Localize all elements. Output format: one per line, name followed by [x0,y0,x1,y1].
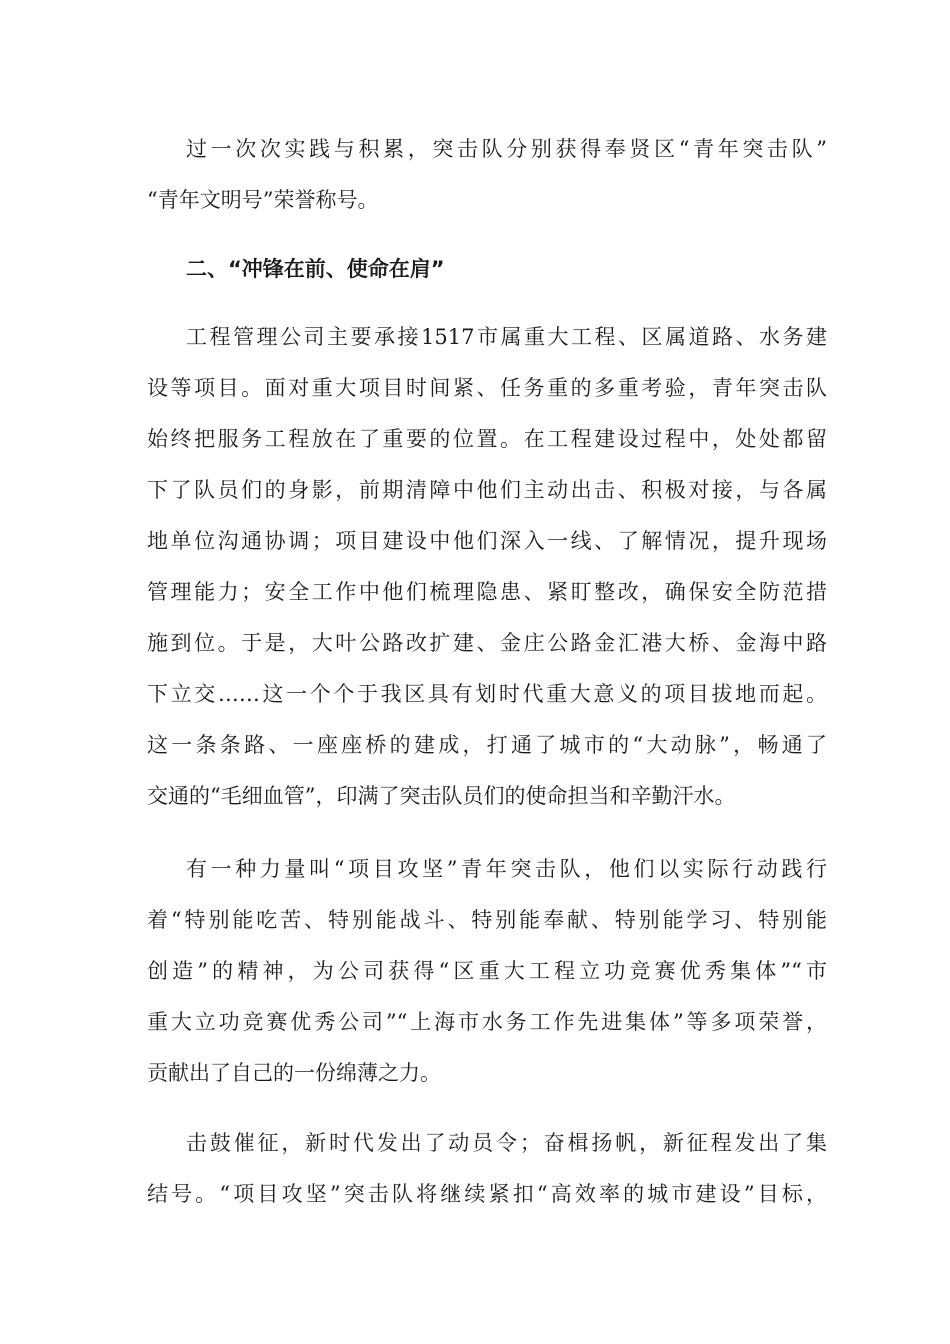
section-heading: 二、“冲锋在前、使命在肩” [186,257,445,281]
text-line: “青年文明号”荣誉称号。 [147,188,379,212]
text-line: 下了队员们的身影，前期清障中他们主动出击、积极对接，与各属 [147,478,827,502]
text-line: 管理能力；安全工作中他们梳理隐患、紧盯整改，确保安全防范措 [147,580,827,604]
text-line: 过一次次实践与积累，突击队分别获得奉贤区“青年突击队” [186,137,827,161]
text-line: 结号。“项目攻坚”突击队将继续紧扣“高效率的城市建设”目标， [147,1182,827,1206]
text-line: 工程管理公司主要承接1517市属重大工程、区属道路、水务建 [186,325,827,349]
text-line: 这一条条路、一座座桥的建成，打通了城市的“大动脉”，畅通了 [147,733,827,757]
text-line: 下立交……这一个个于我区具有划时代重大意义的项目拔地而起。 [147,682,827,706]
text-line: 击鼓催征，新时代发出了动员令；奋楫扬帆，新征程发出了集 [186,1131,827,1155]
text-line: 有一种力量叫“项目攻坚”青年突击队，他们以实际行动践行 [186,857,827,881]
text-line: 施到位。于是，大叶公路改扩建、金庄公路金汇港大桥、金海中路 [147,631,827,655]
text-line: 着“特别能吃苦、特别能战斗、特别能奉献、特别能学习、特别能 [147,908,827,932]
text-line: 贡献出了自己的一份绵薄之力。 [147,1061,441,1085]
text-line: 重大立功竞赛优秀公司”“上海市水务工作先进集体”等多项荣誉， [147,1010,827,1034]
text-line: 始终把服务工程放在了重要的位置。在工程建设过程中，处处都留 [147,427,827,451]
text-line: 地单位沟通协调；项目建设中他们深入一线、了解情况，提升现场 [147,529,827,553]
text-line: 交通的“毛细血管”，印满了突击队员们的使命担当和辛勤汗水。 [147,784,736,808]
text-line: 设等项目。面对重大项目时间紧、任务重的多重考验，青年突击队 [147,376,827,400]
text-line: 创造”的精神，为公司获得“区重大工程立功竞赛优秀集体”“市 [147,959,827,983]
